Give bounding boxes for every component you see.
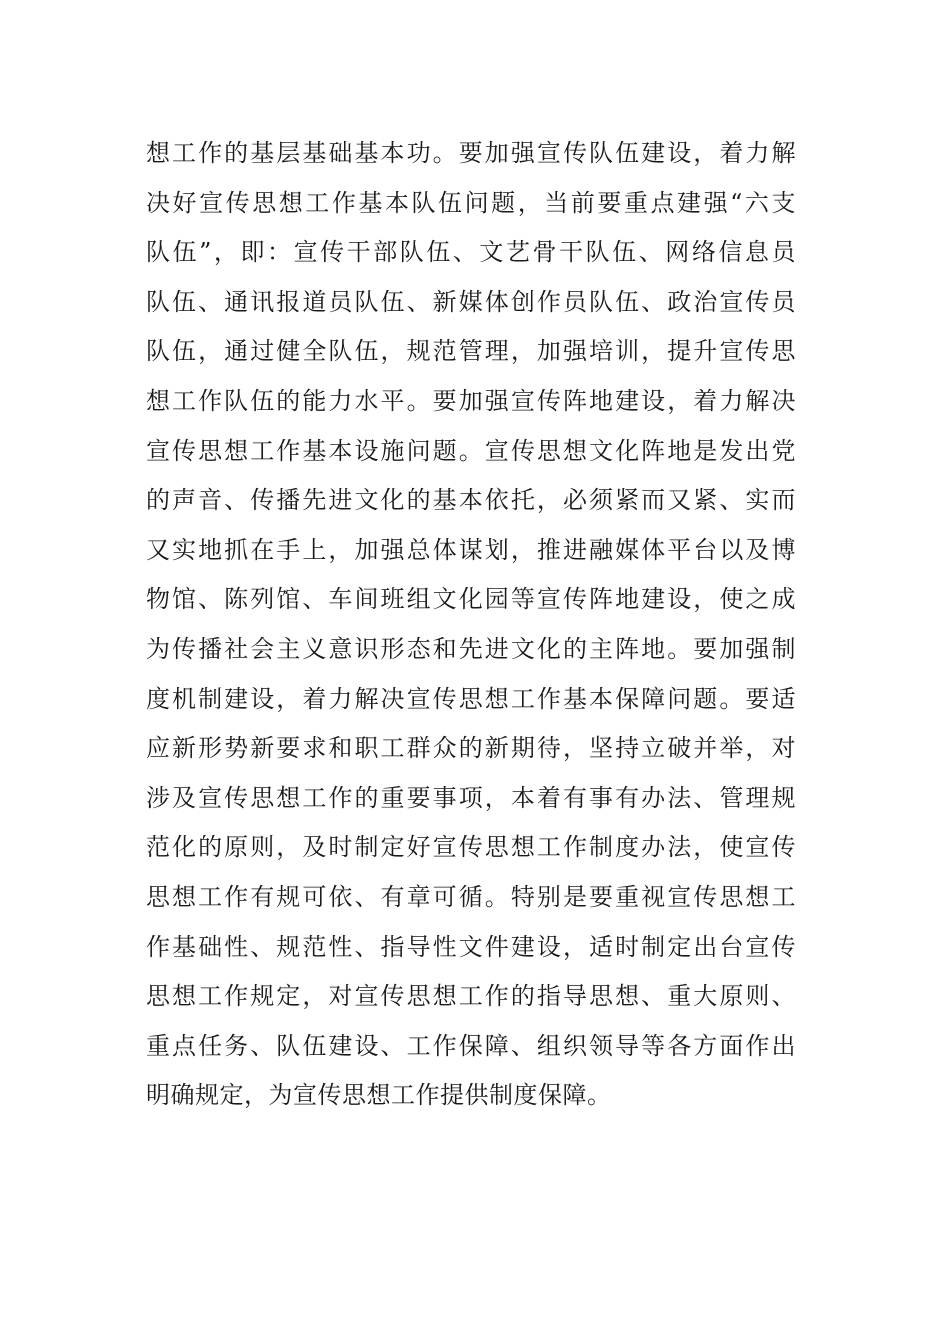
text-line: 的声音、传播先进文化的基本依托，必须紧而又紧、实而 bbox=[146, 486, 796, 515]
text-line: 思想工作规定，对宣传思想工作的指导思想、重大原则、 bbox=[146, 982, 796, 1011]
text-line: 思想工作有规可依、有章可循。特别是要重视宣传思想工 bbox=[146, 882, 796, 911]
text-line: 范化的原则，及时制定好宣传思想工作制度办法，使宣传 bbox=[146, 833, 796, 862]
text-line: 队伍、通讯报道员队伍、新媒体创作员队伍、政治宣传员 bbox=[146, 287, 796, 316]
text-line: 重点任务、队伍建设、工作保障、组织领导等各方面作出 bbox=[146, 1031, 796, 1060]
text-line: 队伍”，即：宣传干部队伍、文艺骨干队伍、网络信息员 bbox=[146, 238, 796, 267]
text-line: 度机制建设，着力解决宣传思想工作基本保障问题。要适 bbox=[146, 684, 796, 713]
text-line: 物馆、陈列馆、车间班组文化园等宣传阵地建设，使之成 bbox=[146, 585, 796, 614]
text-line: 想工作的基层基础基本功。要加强宣传队伍建设，着力解 bbox=[146, 139, 796, 167]
text-line: 又实地抓在手上，加强总体谋划，推进融媒体平台以及博 bbox=[146, 535, 796, 564]
text-line: 队伍，通过健全队伍，规范管理，加强培训，提升宣传思 bbox=[146, 337, 796, 366]
text-line: 应新形势新要求和职工群众的新期待，坚持立破并举，对 bbox=[146, 734, 796, 763]
text-line: 宣传思想工作基本设施问题。宣传思想文化阵地是发出党 bbox=[146, 436, 796, 465]
text-line: 决好宣传思想工作基本队伍问题，当前要重点建强“六支 bbox=[146, 188, 796, 217]
text-line: 涉及宣传思想工作的重要事项，本着有事有办法、管理规 bbox=[146, 783, 796, 812]
text-line: 明确规定，为宣传思想工作提供制度保障。 bbox=[146, 1081, 612, 1110]
text-line: 作基础性、规范性、指导性文件建设，适时制定出台宣传 bbox=[146, 932, 796, 961]
body-paragraph bbox=[146, 129, 796, 1121]
text-line: 为传播社会主义意识形态和先进文化的主阵地。要加强制 bbox=[146, 634, 796, 663]
text-line: 想工作队伍的能力水平。要加强宣传阵地建设，着力解决 bbox=[146, 386, 796, 415]
